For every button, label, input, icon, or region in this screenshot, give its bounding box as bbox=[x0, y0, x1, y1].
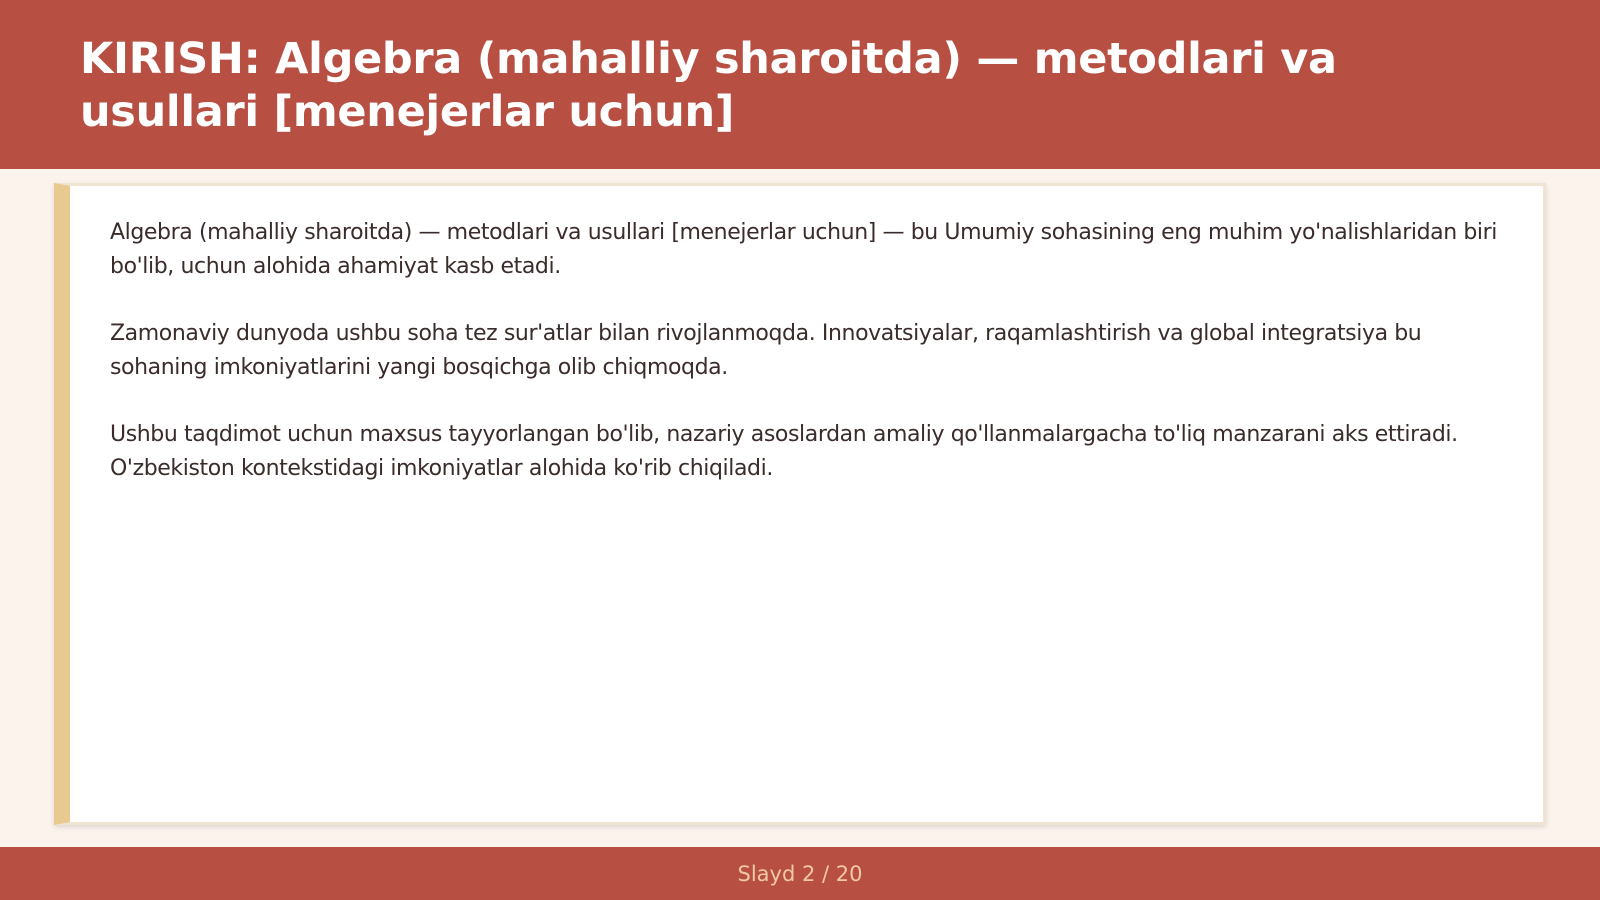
slide-number: Slayd 2 / 20 bbox=[737, 861, 863, 886]
content-body bbox=[110, 216, 1510, 519]
slide-footer bbox=[0, 847, 1600, 900]
slide-header bbox=[0, 0, 1600, 169]
paragraph-presentation-purpose: Ushbu taqdimot uchun maxsus tayyorlangan bo'lib, nazariy asoslardan amaliy qo'llanmalargacha to'liq manzarani aks ettiradi. O'zbekiston kontekstidagi imkoniyatlar alohida ko'rib chiqiladi. bbox=[110, 422, 1458, 481]
content-card bbox=[54, 183, 1546, 825]
paragraph-intro: Algebra (mahalliy sharoitda) — metodlari va usullari [menejerlar uchun] — bu Umumiy sohasining eng muhim yo'nalishlaridan biri bo'lib, uchun alohida ahamiyat kasb etadi. bbox=[110, 220, 1497, 279]
slide-title: KIRISH: Algebra (mahalliy sharoitda) — metodlari va usullari [menejerlar uchun] bbox=[80, 34, 1337, 137]
paragraph-modern-world: Zamonaviy dunyoda ushbu soha tez sur'atlar bilan rivojlanmoqda. Innovatsiyalar, raqamlashtirish va global integratsiya bu sohaning imkoniyatlarini yangi bosqichga olib chiqmoqda. bbox=[110, 321, 1422, 380]
